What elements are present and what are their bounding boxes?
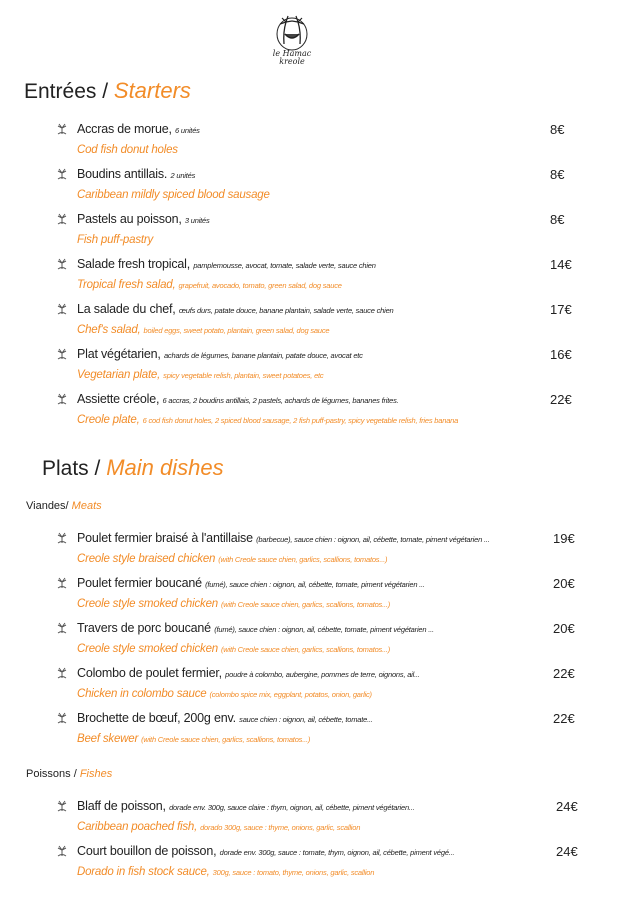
menu-item	[56, 531, 576, 571]
item-english-description: dorado 300g, sauce : thyme, onions, garlic, scallion	[200, 823, 361, 832]
item-english-description: boiled eggs, sweet potato, plantain, green salad, dog sauce	[143, 326, 330, 335]
item-price: 24€	[556, 844, 578, 859]
item-english-description: spicy vegetable relish, plantain, sweet potatoes, etc	[163, 371, 324, 380]
palm-icon	[56, 712, 68, 724]
item-description: 6 accras, 2 boudins antillais, 2 pastels, achards de légumes, bananes frites.	[162, 396, 399, 405]
item-name: Salade fresh tropical,	[77, 257, 191, 271]
palm-icon	[56, 393, 68, 405]
item-description: 2 unités	[170, 171, 196, 180]
item-name: La salade du chef,	[77, 302, 176, 316]
fishes-subheading	[26, 768, 112, 780]
item-english-description: grapefruit, avocado, tomato, green salad, dog sauce	[178, 281, 342, 290]
palm-icon	[56, 213, 68, 225]
logo-line-1: le Hamac	[272, 49, 312, 58]
meats-label-en: Meats	[71, 500, 102, 512]
item-description: (fumé), sauce chien : oignon, ail, cébette, tomate, piment végétarien ...	[214, 625, 434, 634]
item-english-line	[77, 643, 390, 655]
item-english-name: Tropical fresh salad,	[77, 279, 176, 291]
starters-heading	[24, 78, 191, 104]
item-english-line	[77, 553, 387, 565]
item-price: 8€	[550, 212, 565, 227]
item-english-line	[77, 414, 458, 426]
mains-title-en: Main dishes	[106, 455, 224, 480]
item-name-line	[77, 122, 200, 136]
item-name-line	[77, 302, 394, 316]
item-english-name: Creole style smoked chicken	[77, 643, 218, 655]
menu-item	[56, 621, 576, 661]
item-name-line	[77, 621, 434, 635]
item-english-name: Chef's salad,	[77, 324, 141, 336]
item-price: 22€	[553, 666, 575, 681]
item-name: Assiette créole,	[77, 392, 160, 406]
item-english-line	[77, 189, 270, 201]
item-english-description: (with Creole sauce chien, garlics, scallions, tomatos...)	[141, 735, 311, 744]
item-price: 20€	[553, 576, 575, 591]
item-english-line	[77, 279, 342, 291]
item-price: 19€	[553, 531, 575, 546]
logo-line-2: kreole	[279, 57, 305, 66]
item-description: (barbecue), sauce chien : oignon, ail, cébette, tomate, piment végétarien ...	[256, 535, 490, 544]
item-description: (fumé), sauce chien : oignon, ail, cébette, tomate, piment végétarien ...	[205, 580, 425, 589]
item-name-line	[77, 576, 425, 590]
item-name-line	[77, 531, 490, 545]
item-english-name: Creole plate,	[77, 414, 140, 426]
item-name: Plat végétarien,	[77, 347, 161, 361]
item-name: Boudins antillais.	[77, 167, 168, 181]
item-name-line	[77, 257, 376, 271]
item-english-description: 300g, sauce : tomato, thyme, onions, garlic, scallion	[212, 868, 375, 877]
item-english-line	[77, 324, 329, 336]
item-english-line	[77, 866, 374, 878]
palm-icon	[56, 577, 68, 589]
item-price: 24€	[556, 799, 578, 814]
item-price: 20€	[553, 621, 575, 636]
item-description: achards de légumes, banane plantain, patate douce, avocat etc	[163, 351, 363, 360]
menu-item	[56, 576, 576, 616]
palm-icon	[56, 845, 68, 857]
item-price: 17€	[550, 302, 572, 317]
item-english-name: Dorado in fish stock sauce,	[77, 866, 210, 878]
item-price: 8€	[550, 167, 565, 182]
palm-icon	[56, 800, 68, 812]
menu-item	[56, 212, 576, 252]
item-english-line	[77, 369, 323, 381]
item-english-name: Creole style smoked chicken	[77, 598, 218, 610]
palm-icon	[56, 622, 68, 634]
item-description: pamplemousse, avocat, tomate, salade verte, sauce chien	[193, 261, 376, 270]
palm-icon	[56, 168, 68, 180]
menu-item	[56, 666, 576, 706]
item-name: Poulet fermier braisé à l'antillaise	[77, 531, 253, 545]
item-name: Brochette de bœuf, 200g env.	[77, 711, 236, 725]
item-name-line	[77, 666, 420, 680]
item-description: dorade env. 300g, sauce : tomate, thym, oignon, ail, cébette, piment végé...	[219, 848, 455, 857]
mains-heading	[42, 455, 224, 481]
item-english-description: (colombo spice mix, eggplant, potatos, onion, garlic)	[209, 690, 372, 699]
item-english-line	[77, 598, 390, 610]
meats-subheading	[26, 500, 102, 512]
menu-item	[56, 799, 576, 839]
item-english-line	[77, 144, 178, 156]
item-english-description: 6 cod fish donut holes, 2 spiced blood sausage, 2 fish puff-pastry, spicy vegetable relish, fries banana	[142, 416, 459, 425]
item-name-line	[77, 167, 195, 181]
item-english-description: (with Creole sauce chien, garlics, scallions, tomatos...)	[218, 555, 388, 564]
item-price: 22€	[553, 711, 575, 726]
menu-item	[56, 347, 576, 387]
item-name-line	[77, 212, 210, 226]
item-name: Colombo de poulet fermier,	[77, 666, 222, 680]
item-english-name: Fish puff-pastry	[77, 234, 154, 246]
item-name-line	[77, 392, 399, 406]
item-name: Poulet fermier boucané	[77, 576, 202, 590]
item-english-description: (with Creole sauce chien, garlics, scallions, tomatos...)	[220, 645, 391, 654]
menu-item	[56, 302, 576, 342]
restaurant-logo	[262, 12, 322, 74]
item-price: 8€	[550, 122, 565, 137]
meats-label-fr: Viandes/	[26, 500, 69, 512]
palm-icon	[56, 667, 68, 679]
item-name-line	[77, 799, 415, 813]
item-name-line	[77, 844, 454, 858]
palm-hammock-icon	[262, 12, 322, 52]
item-english-name: Cod fish donut holes	[77, 144, 178, 156]
item-price: 16€	[550, 347, 572, 362]
item-description: dorade env. 300g, sauce claire : thym, oignon, ail, cébette, piment végétarien...	[169, 803, 415, 812]
item-english-name: Chicken in colombo sauce	[77, 688, 207, 700]
item-price: 14€	[550, 257, 572, 272]
menu-item	[56, 392, 576, 432]
palm-icon	[56, 532, 68, 544]
palm-icon	[56, 123, 68, 135]
item-english-line	[77, 234, 153, 246]
item-description: poudre à colombo, aubergine, pommes de terre, oignons, ail...	[225, 670, 420, 679]
palm-icon	[56, 303, 68, 315]
item-english-line	[77, 688, 372, 700]
item-english-name: Vegetarian plate,	[77, 369, 161, 381]
palm-icon	[56, 258, 68, 270]
item-description: œufs durs, patate douce, banane plantain, salade verte, sauce chien	[178, 306, 394, 315]
item-name-line	[77, 347, 363, 361]
item-english-line	[77, 821, 360, 833]
menu-item	[56, 167, 576, 207]
item-price: 22€	[550, 392, 572, 407]
starters-title-en: Starters	[113, 78, 191, 103]
fishes-label-fr: Poissons /	[26, 768, 77, 780]
item-name: Pastels au poisson,	[77, 212, 182, 226]
item-name: Travers de porc boucané	[77, 621, 211, 635]
item-name: Blaff de poisson,	[77, 799, 166, 813]
item-name: Accras de morue,	[77, 122, 172, 136]
fishes-label-en: Fishes	[79, 768, 113, 780]
menu-item	[56, 844, 576, 884]
item-description: 6 unités	[175, 126, 200, 135]
starters-title-fr: Entrées /	[24, 80, 109, 103]
item-english-line	[77, 733, 310, 745]
menu-item	[56, 122, 576, 162]
palm-icon	[56, 348, 68, 360]
item-english-name: Beef skewer	[77, 733, 139, 745]
menu-item	[56, 257, 576, 297]
item-name: Court bouillon de poisson,	[77, 844, 217, 858]
item-name-line	[77, 711, 373, 725]
item-description: sauce chien : oignon, ail, cébette, tomate...	[239, 715, 373, 724]
logo-wordmark	[262, 50, 322, 66]
item-english-description: (with Creole sauce chien, garlics, scallions, tomatos...)	[220, 600, 391, 609]
item-english-name: Caribbean mildly spiced blood sausage	[77, 189, 270, 201]
menu-item	[56, 711, 576, 751]
item-english-name: Caribbean poached fish,	[77, 821, 198, 833]
item-description: 3 unités	[184, 216, 210, 225]
mains-title-fr: Plats /	[42, 457, 101, 480]
item-english-name: Creole style braised chicken	[77, 553, 216, 565]
